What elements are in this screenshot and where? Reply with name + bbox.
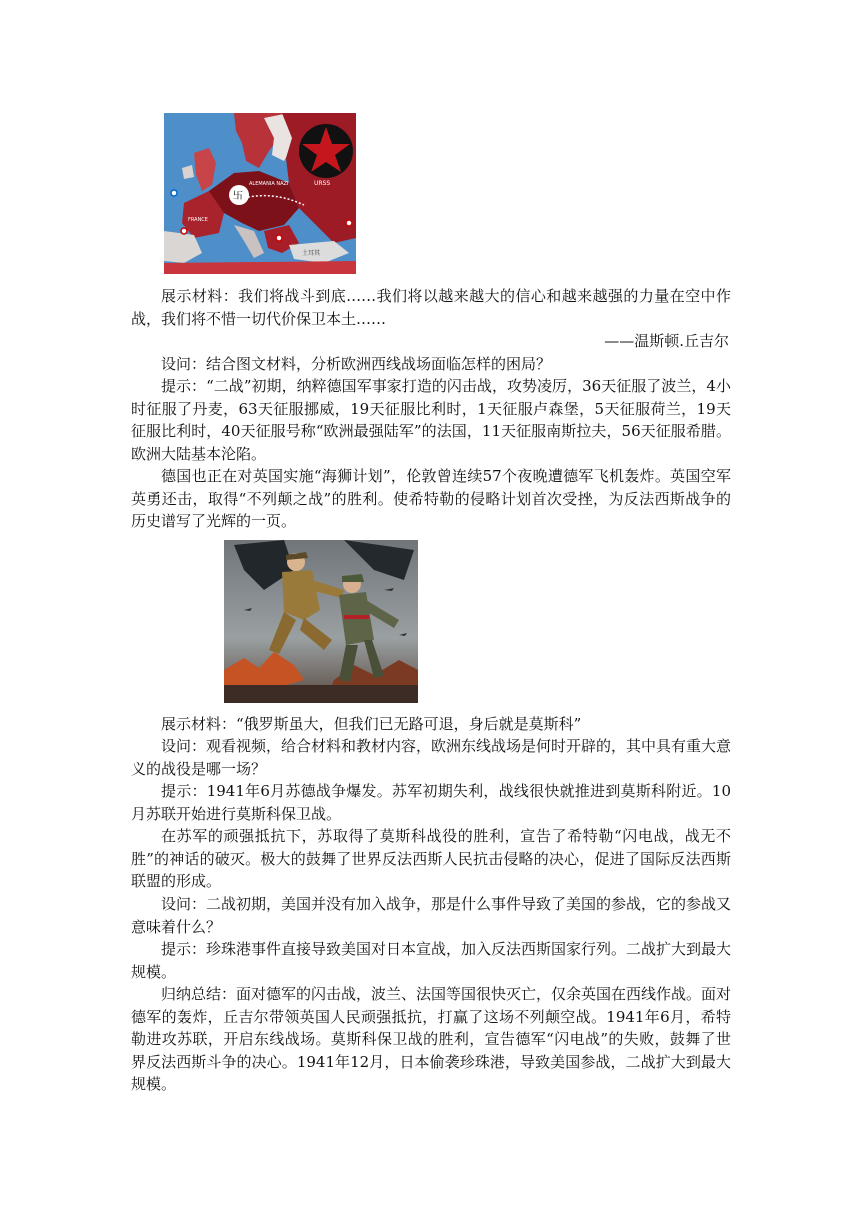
summary-paragraph: 归纳总结：面对德军的闪击战，波兰、法国等国很快灭亡，仅余英国在西线作战。面对德军的轰炸，丘吉尔带领英国人民顽强抵抗，打赢了这场不列颠空战。1941年6月，希特勒进攻苏联，开启东线战场。莫斯科保卫战的胜利，宣告德军“闪电战”的失败，鼓舞了世界反法西斯斗争的决心。1941年12月，日本偷袭珍珠港，导致美国参战，二战扩大到最大规模。 xyxy=(131,985,732,1093)
map-label-soviet: URSS xyxy=(314,180,331,187)
europe-war-map-image xyxy=(164,113,356,274)
hint-blitzkrieg: 提示：“二战”初期，纳粹德国军事家打造的闪击战，攻势凌厉，36天征服了波兰，4小时征服了丹麦，63天征服挪威，19天征服比利时，1天征服卢森堡，5天征服荷兰，19天征服比利时，40天征服号称“欧洲最强陆军”的法国，11天征服南斯拉夫，56天征服希腊。欧洲大陆基本沦陷。 xyxy=(131,377,731,463)
question-west-front: 设问：结合图文材料，分析欧洲西线战场面临怎样的困局？ xyxy=(161,355,552,373)
hint-pearl-harbor: 提示：珍珠港事件直接导致美国对日本宣战，加入反法西斯国家行列。二战扩大到最大规模。 xyxy=(131,940,732,981)
material-moscow-quote: 展示材料：“俄罗斯虽大，但我们已无路可退，身后就是莫斯科” xyxy=(161,715,582,733)
europe-map-graphic xyxy=(164,113,356,274)
soviet-german-soldiers-image xyxy=(224,540,418,703)
map-label-turkey: 土耳其 xyxy=(302,250,321,257)
svg-text:卐: 卐 xyxy=(233,191,243,202)
paragraph-battle-of-britain: 德国也正在对英国实施“海狮计划”，伦敦曾连续57个夜晚遭德军飞机轰炸。英国空军英勇还击，取得“不列颠之战”的胜利。使希特勒的侵略计划首次受挫，为反法西斯战争的历史谱写了光辉的一页。 xyxy=(131,467,731,530)
map-label-france: FRANCE xyxy=(188,217,208,223)
question-east-front: 设问：观看视频，给合材料和教材内容，欧洲东线战场是何时开辟的，其中具有重大意义的战役是哪一场？ xyxy=(131,737,732,778)
question-us-entry: 设问：二战初期，美国并没有加入战争，那是什么事件导致了美国的参战，它的参战又意味着什么？ xyxy=(131,895,732,936)
quote-attribution: ——温斯顿.丘吉尔 xyxy=(604,332,729,350)
material-churchill-quote: 展示材料：我们将战斗到底……我们将以越来越大的信心和越来越强的力量在空中作战，我们将不惜一切代价保卫本土…… xyxy=(131,287,731,328)
paragraph-moscow-victory: 在苏军的顽强抵抗下，苏取得了莫斯科战役的胜利，宣告了希特勒“闪电战，战无不胜”的神话的破灭。极大的鼓舞了世界反法西斯人民抗击侵略的决心，促进了国际反法西斯联盟的形成。 xyxy=(131,827,731,890)
map-label-germany: ALEMANIA NAZI xyxy=(249,181,289,187)
soldiers-illustration-graphic xyxy=(224,540,418,703)
hint-soviet-german-war: 提示：1941年6月苏德战争爆发。苏军初期失利，战线很快就推进到莫斯科附近。10月苏联开始进行莫斯科保卫战。 xyxy=(131,782,731,823)
